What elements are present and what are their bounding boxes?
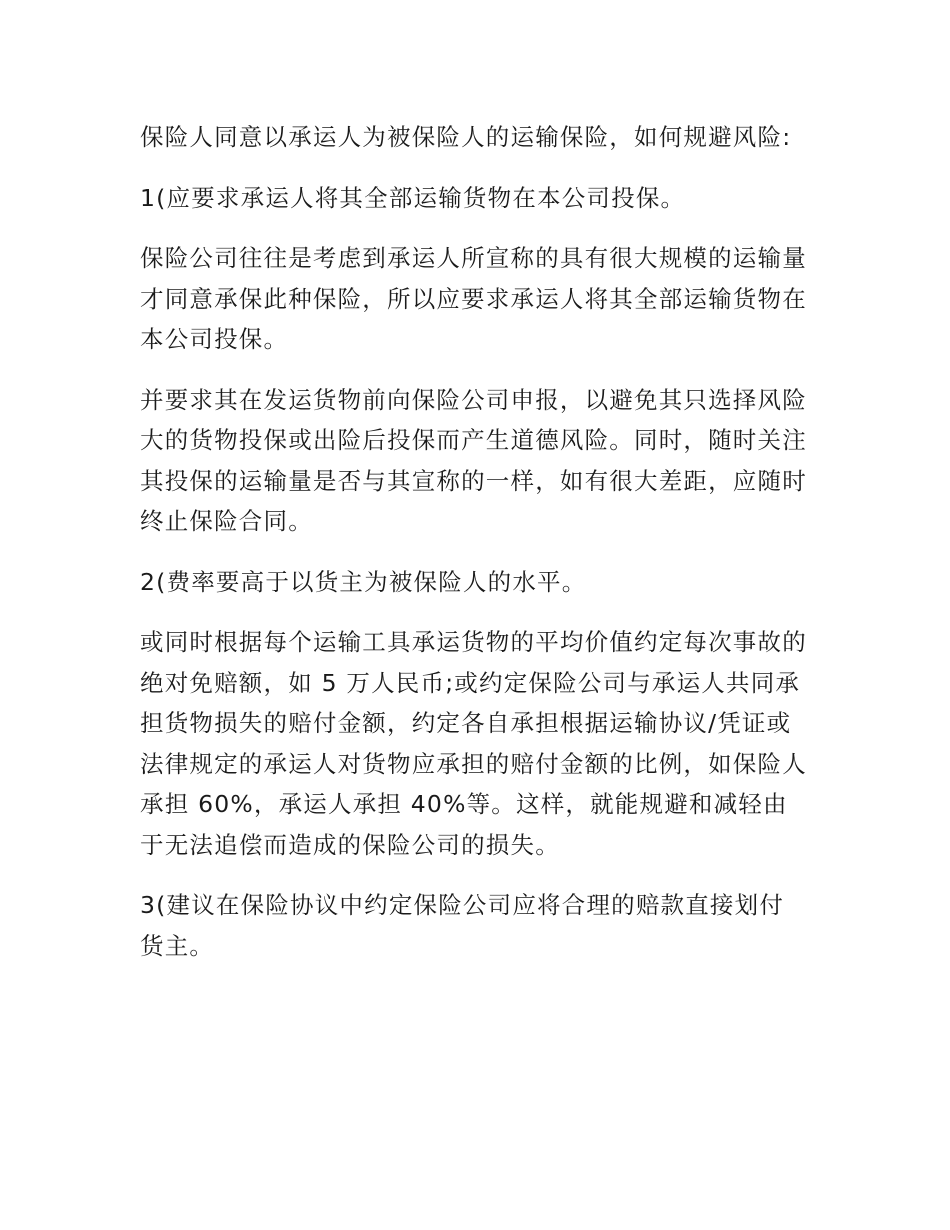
paragraph-point-2-heading: 2(费率要高于以货主为被保险人的水平。 bbox=[140, 567, 587, 596]
paragraph-intro: 保险人同意以承运人为被保险人的运输保险，如何规避风险: bbox=[140, 123, 792, 151]
paragraph-point-1-reason: 保险公司往往是考虑到承运人所宣称的具有很大规模的运输量才同意承保此种保险，所以应要求承运人将其全部运输货物在本公司投保。 bbox=[140, 244, 807, 353]
paragraph-point-1-detail: 并要求其在发运货物前向保险公司申报，以避免其只选择风险大的货物投保或出险后投保而产生道德风险。同时，随时关注其投保的运输量是否与其宣称的一样，如有很大差距，应随时终止保险合同。 bbox=[140, 385, 807, 535]
document-body bbox=[140, 117, 808, 986]
paragraph-point-1-heading: 1(应要求承运人将其全部运输货物在本公司投保。 bbox=[140, 183, 686, 212]
paragraph-point-3-heading: 3(建议在保险协议中约定保险公司应将合理的赔款直接划付货主。 bbox=[140, 891, 785, 960]
paragraph-point-2-detail: 或同时根据每个运输工具承运货物的平均价值约定每次事故的绝对免赔额，如 5 万人民币;或约定保险公司与承运人共同承担货物损失的赔付金额，约定各自承担根据运输协议/凭证或法律规定的承运人对货物应承担的赔付金额的比例，如保险人承担 60%，承运人承担 40%等。这样，就能规避和减轻由于无法追偿而造成的保险公司的损失。 bbox=[140, 628, 807, 859]
